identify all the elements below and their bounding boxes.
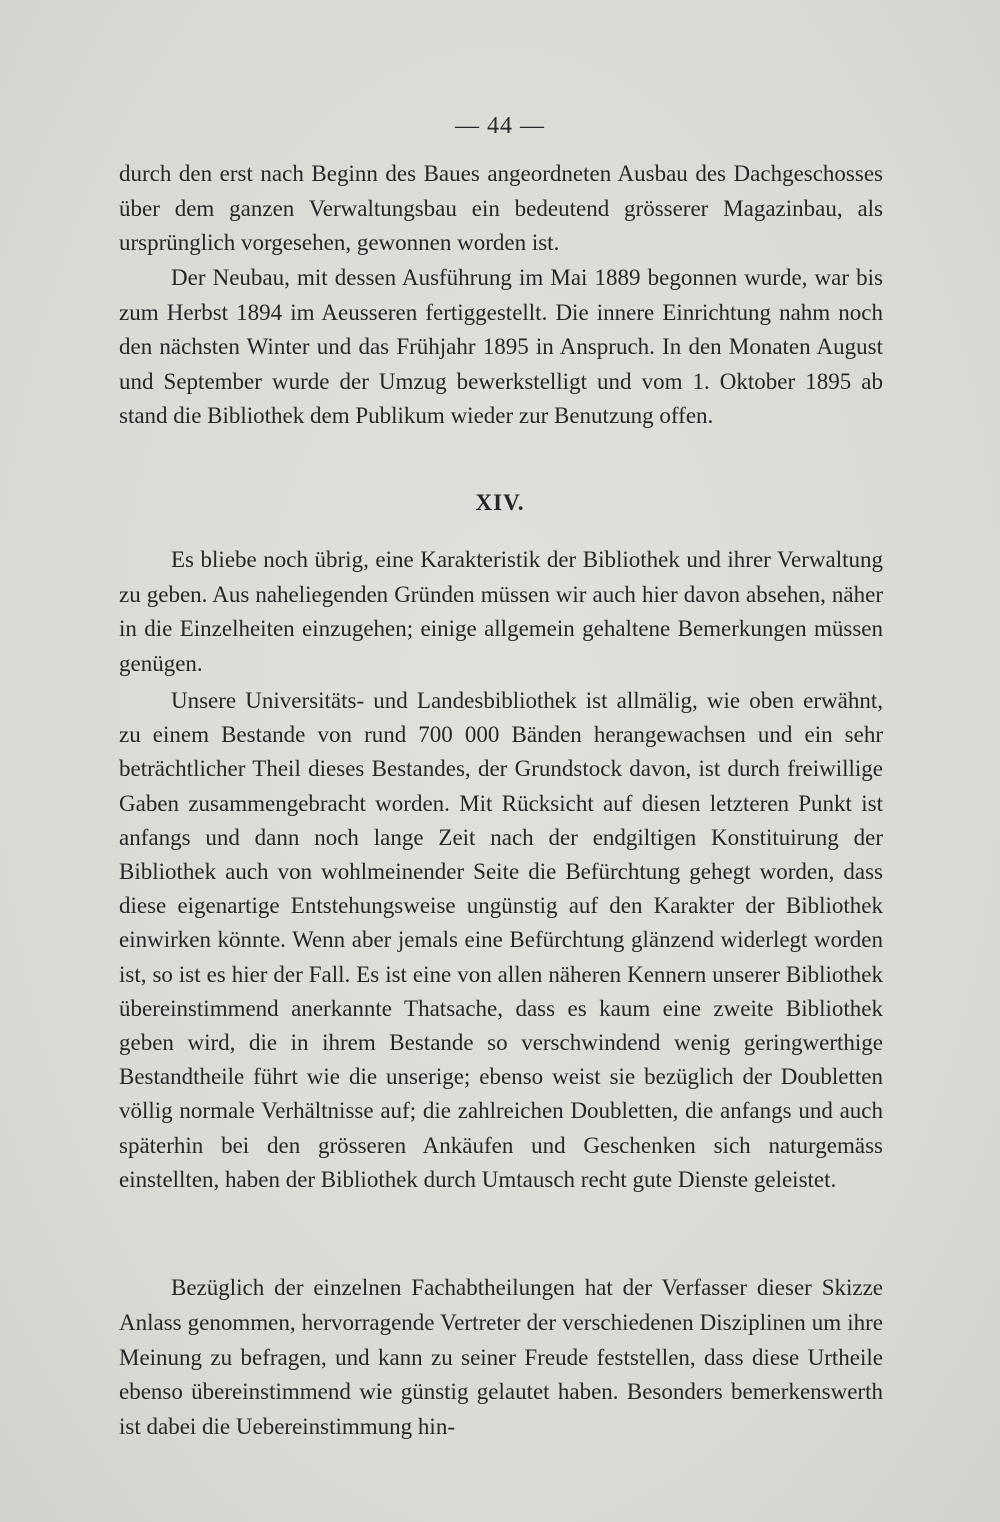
paragraph-bestand: Unsere Universitäts- und Landesbibliothek ist allmälig, wie oben erwähnt, zu einem Bestande von rund 700 000 Bänden herangewachsen und ein sehr beträchtlicher Theil dieses Bestandes, der Grundstock davon, ist durch freiwillige Gaben zusammengebracht worden. Mit Rücksicht auf diesen letzteren Punkt ist anfangs und dann noch lange Zeit nach der endgiltigen Konstituirung der Bibliothek auch von wohlmeinender Seite die Befürchtung gehegt worden, dass diese eigenartige Entstehungsweise ungünstig auf den Karakter der Bibliothek einwirken könnte. Wenn aber jemals eine Befürchtung glänzend widerlegt worden ist, so ist es hier der Fall. Es ist eine von allen näheren Kennern unserer Bibliothek übereinstimmend anerkannte Thatsache, dass es kaum eine zweite Bibliothek geben wird, die in ihrem Bestande so verschwindend wenig geringwerthige Bestandtheile führt wie die unserige; ebenso weist sie bezüglich der Doubletten völlig normale Verhältnisse auf; die zahlreichen Doubletten, die anfangs und auch späterhin bei den grösseren Ankäufen und Geschenken sich naturgemäss einstellten, haben der Bibliothek durch Umtausch recht gute Dienste geleistet. <box>119 688 883 1192</box>
paragraph-karakteristik: Es bliebe noch übrig, eine Karakteristik der Bibliothek und ihrer Verwaltung zu geben. Aus naheliegenden Gründen müssen wir auch hier davon absehen, näher in die Einzelheiten einzugehen; einige allgemein gehaltene Bemerkungen müssen genügen. <box>119 547 883 676</box>
paragraph-neubau: Der Neubau, mit dessen Ausführung im Mai 1889 begonnen wurde, war bis zum Herbst 1894 im Aeusseren fertiggestellt. Die innere Einrichtung nahm noch den nächsten Winter und das Frühjahr 1895 in Anspruch. In den Monaten August und September wurde der Umzug bewerkstelligt und vom 1. Oktober 1895 ab stand die Bibliothek dem Publikum wieder zur Benutzung offen. <box>119 265 883 429</box>
page-number: — 44 — <box>455 113 545 139</box>
paragraph-continuation: durch den erst nach Beginn des Baues angeordneten Ausbau des Dachgeschosses über dem ganzen Verwaltungsbau ein bedeutend grösserer Magazinbau, als ursprünglich vorgesehen, gewonnen worden ist. <box>119 161 883 256</box>
section-heading: XIV. <box>475 490 525 515</box>
paragraph-fachabtheilungen: Bezüglich der einzelnen Fachabtheilungen hat der Verfasser dieser Skizze Anlass genommen, hervorragende Vertreter der verschiedenen Disziplinen um ihre Meinung zu befragen, und kann zu seiner Freude feststellen, dass diese Urtheile ebenso übereinstimmend wie günstig gelautet haben. Besonders bemerkenswerth ist dabei die Uebereinstimmung hin- <box>119 1275 883 1440</box>
